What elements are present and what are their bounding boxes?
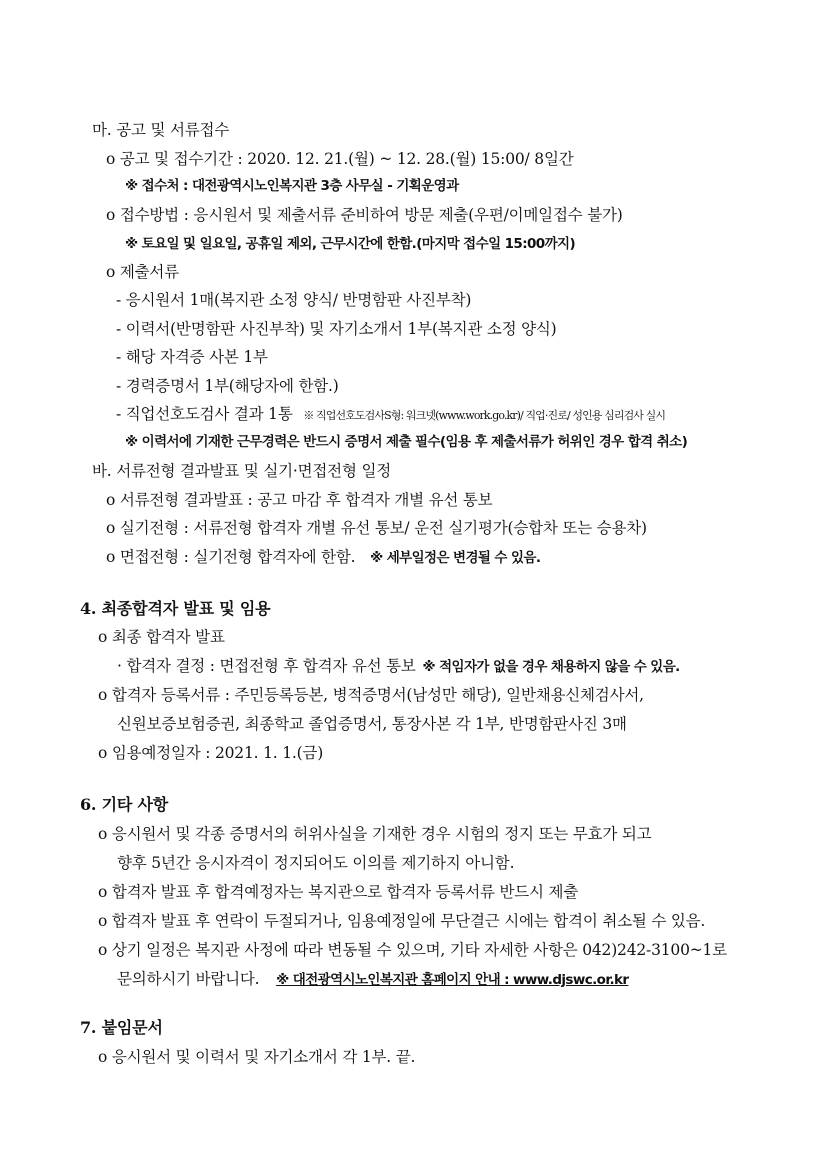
doc-application-form: - 응시원서 1매(복지관 소정 양식/ 반명함판 사진부착) <box>116 291 472 309</box>
interview-main: ο 면접전형 : 실기전형 합격자에 한함. <box>106 548 356 566</box>
document-screening-result: ο 서류전형 결과발표 : 공고 마감 후 합격자 개별 유선 통보 <box>106 491 493 509</box>
final-decision <box>117 656 680 677</box>
interview <box>106 547 540 568</box>
submission-docs-title: ο 제출서류 <box>106 263 179 281</box>
other-item4-line1: ο 상기 일정은 복지관 사정에 따라 변동될 수 있으며, 기타 자세한 사항은 042)242-3100~1로 <box>98 941 727 959</box>
interview-note: ※ 세부일정은 변경될 수 있음. <box>370 550 541 566</box>
homepage-link[interactable]: ※ 대전광역시노인복지관 홈페이지 안내 : www.djswc.or.kr <box>276 972 629 988</box>
final-decision-main: · 합격자 결정 : 면접전형 후 합격자 유선 통보 <box>117 657 416 675</box>
final-announcement: ο 최종 합격자 발표 <box>98 628 225 646</box>
doc-aptitude-test-main: - 직업선호도검사 결과 1통 <box>116 405 293 423</box>
doc-license-copy: - 해당 자격증 사본 1부 <box>116 348 268 366</box>
other-item4-line2 <box>117 969 628 990</box>
reception-place-note: ※ 접수처 : 대전광역시노인복지관 3층 사무실 - 기획운영과 <box>125 178 459 194</box>
inquiry-text: 문의하시기 바랍니다. <box>117 970 260 988</box>
practical-test: ο 실기전형 : 서류전형 합격자 개별 유선 통보/ 운전 실기평가(승합차 또는 승용차) <box>106 519 647 537</box>
doc-resume: - 이력서(반명함판 사진부착) 및 자기소개서 1부(복지관 소정 양식) <box>116 320 557 338</box>
doc-career-certificate: - 경력증명서 1부(해당자에 한함.) <box>116 377 339 395</box>
section-7-heading: 7. 붙임문서 <box>80 1018 163 1037</box>
application-method: ο 접수방법 : 응시원서 및 제출서류 준비하여 방문 제출(우편/이메일접수 불가) <box>106 206 623 224</box>
registration-docs-line2: 신원보증보험증권, 최종학교 졸업증명서, 통장사본 각 1부, 반명함판사진 3매 <box>117 715 627 733</box>
section-6-heading: 6. 기타 사항 <box>80 795 169 814</box>
doc-aptitude-test <box>116 404 665 426</box>
other-item2: ο 합격자 발표 후 합격예정자는 복지관으로 합격자 등록서류 반드시 제출 <box>98 883 579 901</box>
attachment-item: ο 응시원서 및 이력서 및 자기소개서 각 1부. 끝. <box>98 1048 416 1066</box>
method-note: ※ 토요일 및 일요일, 공휴일 제외, 근무시간에 한함.(마지막 접수일 15:00까지) <box>125 236 576 252</box>
other-item1-line1: ο 응시원서 및 각종 증명서의 허위사실을 기재한 경우 시험의 정지 또는 무효가 되고 <box>98 825 652 843</box>
other-item3: ο 합격자 발표 후 연락이 두절되거나, 임용예정일에 무단결근 시에는 합격이 취소될 수 있음. <box>98 912 706 930</box>
registration-docs-line1: ο 합격자 등록서류 : 주민등록등본, 병적증명서(남성만 해당), 일반채용신체검사서, <box>98 686 644 704</box>
resume-career-note: ※ 이력서에 기재한 근무경력은 반드시 증명서 제출 필수(임용 후 제출서류가 허위인 경우 합격 취소) <box>125 434 688 450</box>
section-ma-heading: 마. 공고 및 서류접수 <box>92 121 230 139</box>
final-decision-note: ※ 적임자가 없을 경우 채용하지 않을 수 있음. <box>422 659 680 675</box>
section-ba-heading: 바. 서류전형 결과발표 및 실기·면접전형 일정 <box>92 462 392 480</box>
appointment-date: ο 임용예정일자 : 2021. 1. 1.(금) <box>98 744 324 762</box>
application-period: ο 공고 및 접수기간 : 2020. 12. 21.(월) ~ 12. 28.(월) 15:00/ 8일간 <box>106 150 574 168</box>
doc-aptitude-test-note: ※ 직업선호도검사S형: 워크넷(www.work.go.kr)/ 직업·진로/ 성인용 심리검사 실시 <box>303 409 666 422</box>
section-4-heading: 4. 최종합격자 발표 및 임용 <box>80 599 271 618</box>
other-item1-line2: 향후 5년간 응시자격이 정지되어도 이의를 제기하지 아니함. <box>117 854 515 872</box>
